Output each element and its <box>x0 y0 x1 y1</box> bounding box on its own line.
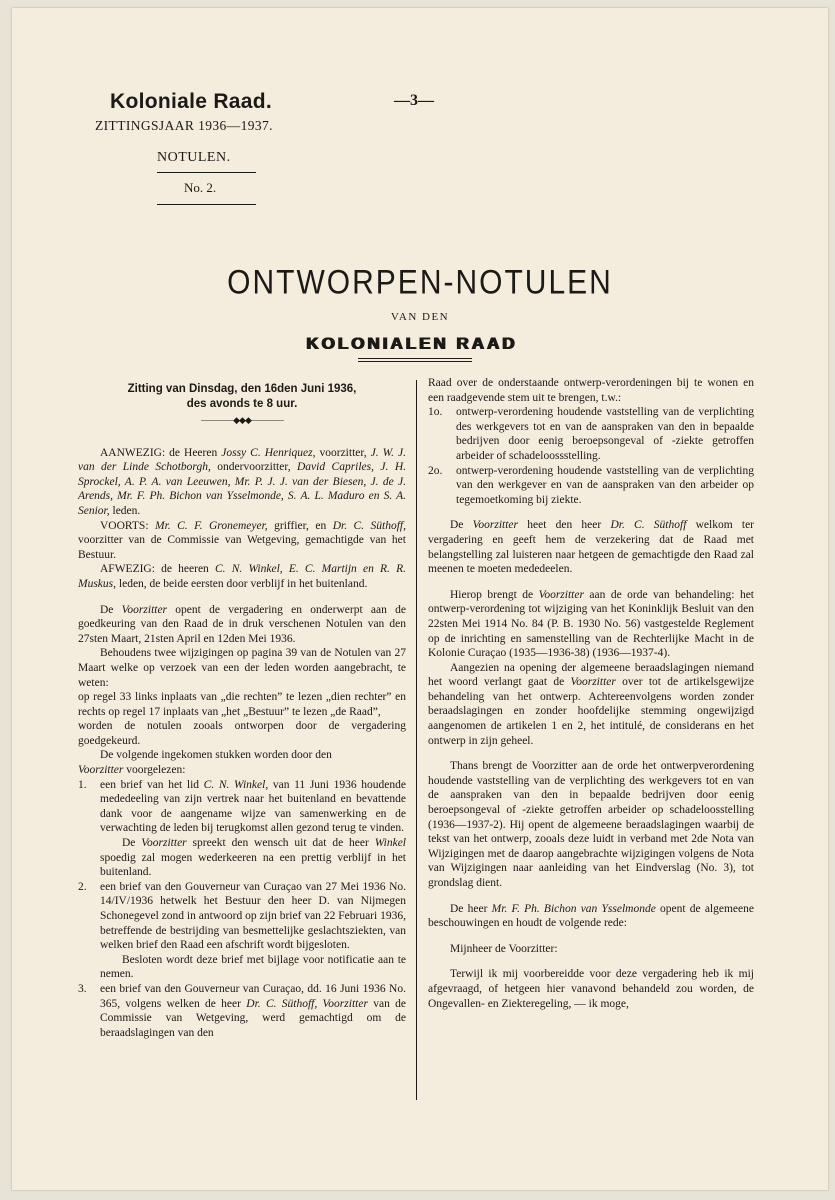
title-rule-lower <box>358 361 472 362</box>
header-rule-1 <box>157 172 256 173</box>
approval-paragraph: worden de notulen zooals ontworpen door de vergadering goedgekeurd. <box>78 720 406 747</box>
speaker-paragraph: De heer Mr. F. Ph. Bichon van Ysselmonde opent de algemeene beschouwingen en houdt de volgende rede: <box>428 902 754 930</box>
continuation-paragraph: Raad over de onderstaande ontwerp-verordeningen bij te wonen en een raadgevende stem uit te brengen, t.w.: <box>428 377 754 404</box>
attendance-present: AANWEZIG: de Heeren Jossy C. Henriquez, voorzitter, J. W. J. van der Linde Schotborgh, ondervoorzitter, David Capriles, J. H. Sprockel, A. P. A. van Leeuwen, Mr. P. J. J. van der Biesen, J. de J. Arends, Mr. F. Ph. Bichon van Ysselmonde, S. A. L. Maduro en S. A. Senior, leden. <box>78 446 406 517</box>
left-column <box>78 376 406 1040</box>
list-item: 3. een brief van den Gouverneur van Curaçao, dd. 16 Juni 1936 No. 365, volgens welken de heer Dr. C. Süthoff, Voorzitter van de Commissie van Wetgeving, werd gemachtigd om de beraadslagingen van den <box>78 982 406 1039</box>
agenda-paragraph: Hierop brengt de Voorzitter aan de orde van behandeling: het ontwerp-verordening tot wijziging van het Koninklijk Besluit van den 22sten Mei 1914 No. 84 (P. B. 1930 No. 56) vastgestelde Reglement op de inrichting en samenstelling van de Rechterlijke Macht in de Kolonie Curaçao (1935—1936-38) (1936—1937-4). <box>428 588 754 660</box>
speech-salutation: Mijnheer de Voorzitter: <box>450 942 558 955</box>
council-name: Koloniale Raad. <box>110 90 273 113</box>
van-den-label: VAN DEN <box>390 311 450 323</box>
attendance-also: VOORTS: Mr. C. F. Gronemeyer, griffier, en Dr. C. Süthoff, voorzitter van de Commissie van Wetgeving, gemachtigde van het Bestuur. <box>78 519 407 561</box>
amendments-detail: op regel 33 links inplaats van „die rechten” te lezen „dien rechter” en rechts op regel 17 inplaats van „het „Bestuur” te lezen „de Raad”, <box>78 691 406 718</box>
session-heading: Zitting van Dinsdag, den 16den Juni 1936, des avonds te 8 uur. <box>127 383 357 410</box>
session-year: ZITTINGSJAAR 1936—1937. <box>95 118 273 133</box>
deliberation-paragraph: Aangezien na opening der algemeene beraadslagingen niemand het woord verlangt gaat de Voorzitter over tot de artikelsgewijze behandeling van het ontwerp. Achtereenvolgens worden zonder beraadslagingen en zonder hoofdelijke stemming ongewijzigd aangenomen de artikelen 1 en 2, het intitulé, de considerans en het ontwerp in zijn geheel. <box>428 661 754 747</box>
opening-paragraph: De Voorzitter opent de vergadering en onderwerpt aan de goedkeuring van den Raad de in druk verschenen Notulen van den 27sten Maart, 21sten April en 12den Mei 1936. <box>78 603 406 645</box>
list-item: 1o. ontwerp-verordening houdende vaststelling van de verplichting des werkgevers tot en van de aanspraken van den in bepaalde bedrijven door eenig beroepsongeval of -ziekte getroffen arbeider of schadeloossstelling. <box>428 406 754 462</box>
speech-text: Terwijl ik mij voorbereidde voor deze vergadering heb ik mij afgevraagd, of hetgeen hier vanavond behandeld zou worden, de Ongevallen- en Ziekteregeling, — ik moge, <box>428 968 754 1010</box>
raad-banner: KOLONIALEN RAAD <box>306 334 518 353</box>
list-item: 2. een brief van den Gouverneur van Curaçao van 27 Mei 1936 No. 14/IV/1936 hetwelk het Bestuur den heer D. van Nijmegen Schonegevel zond in antwoord op zijn brief van 22 Februari 1936, betreffende de bestrijding van besmettelijke geslachtsziekten, van welken brief den Raad een afschrift wordt bijgesloten. Besloten wordt deze brief met bijlage voor notificatie aan te nemen. <box>78 880 406 981</box>
document-page <box>12 8 828 1190</box>
page-number: —3— <box>394 92 434 109</box>
attendance-absent: AFWEZIG: de heeren C. N. Winkel, E. C. Martijn en R. R. Muskus, leden, de beide eersten door verblijf in het buitenland. <box>78 563 406 590</box>
column-divider <box>416 380 417 1100</box>
header-rule-2 <box>157 204 256 205</box>
amendments-paragraph: Behoudens twee wijzigingen op pagina 39 van de Notulen van 27 Maart welke op verzoek van een der leden worden aangebracht, te weten: <box>78 647 406 689</box>
issue-number: No. 2. <box>184 180 217 195</box>
title-rule-upper <box>358 358 472 359</box>
welcome-paragraph: De Voorzitter heet den heer Dr. C. Süthoff welkom ter vergadering en geeft hem de verzekering dat de Raad met belangstelling zal luisteren naar hetgeen de gemachtigde den Raad zal meenen te moeten mededeelen. <box>428 519 755 576</box>
main-title: ONTWORPEN-NOTULEN <box>227 263 613 302</box>
incoming-documents-intro: De volgende ingekomen stukken worden door den Voorzitter voorgelezen: <box>78 749 332 777</box>
second-agenda-paragraph: Thans brengt de Voorzitter aan de orde het ontwerpverordening houdende vaststelling van de verplichting des werkgevers tot en van de aanspraken van den in bepaalde bedrijven door eenig beroepsongeval of -ziekte getroffen arbeider op schadeloosstelling (1936—1937-2). Hij opent de algemeene beraadslagingen waarbij de tekst van het ontwerp, zooals deze luidt in verband met 2de Nota van Wijzigingen met de daarop aangebrachte wijzigingen volgens de Nota van Wijzigingen naar aanleiding van het Eindverslag (No. 3), tot grondslag dient. <box>428 760 754 889</box>
list-item: 1. een brief van het lid C. N. Winkel, van 11 Juni 1936 houdende mededeeling van zijn vertrek naar het buitenland en bevattende dank voor de aangename wijze van samenwerking en de verwachting de leden bij terugkomst allen gezond terug te vinden. De Voorzitter spreekt den wensch uit dat de heer Winkel spoedig zal mogen wederkeeren na een prettig verblijf in het buitenland. <box>78 778 406 879</box>
ornament-divider: ————◆◆◆———— <box>201 415 283 425</box>
list-item: 2o. ontwerp-verordening houdende vaststelling van de verplichting van den werkgever en van de aanspraken van den arbeider op tegemoetkoming bij ziekte. <box>428 464 754 506</box>
notulen-label: NOTULEN. <box>157 150 231 165</box>
right-column <box>428 376 754 1011</box>
